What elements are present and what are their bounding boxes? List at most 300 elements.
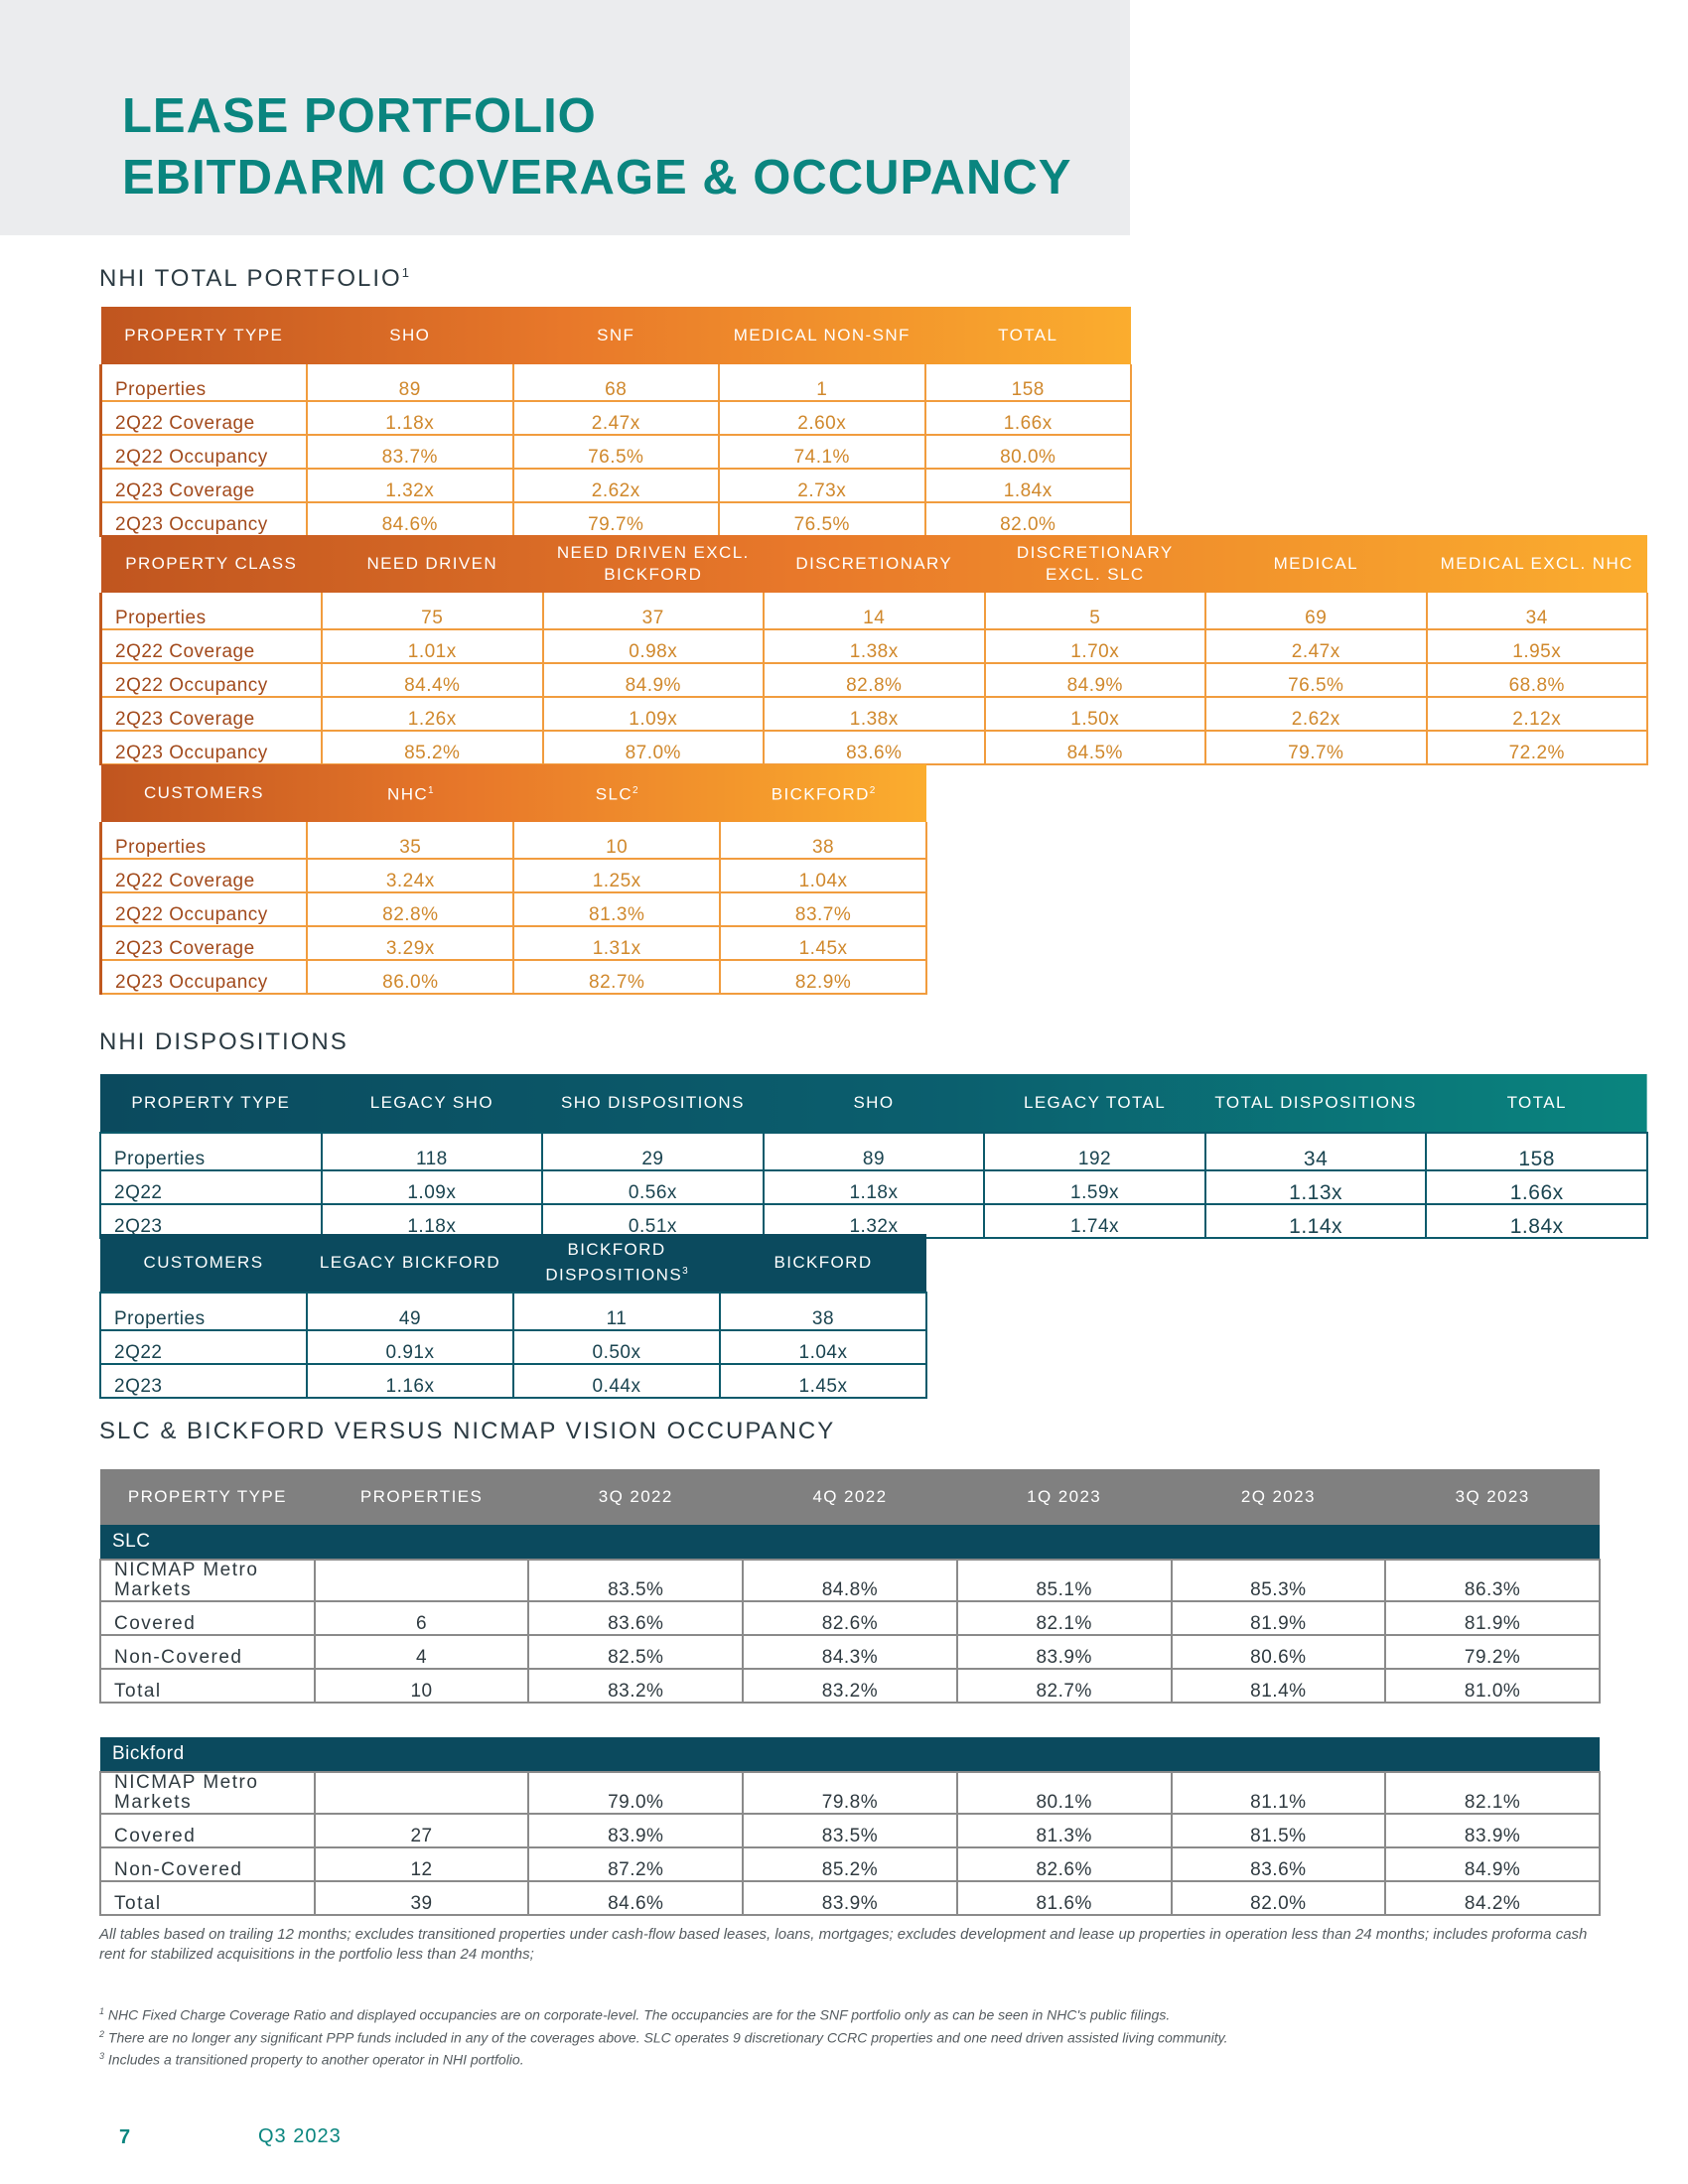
table-row [101, 435, 1132, 469]
table-cell: 2.12x [1427, 697, 1648, 731]
table-cell: 82.5% [528, 1635, 743, 1669]
table-cell: 2.47x [513, 401, 720, 435]
table-cell: 1.13x [1205, 1170, 1427, 1204]
table-row [100, 1881, 1600, 1915]
table-cell: 85.2% [322, 731, 543, 764]
table-cell: 1.04x [720, 859, 926, 892]
table-row [100, 1669, 1600, 1703]
dispositions-property-type-table [99, 1074, 1648, 1239]
row-label: 2Q23 Occupancy [101, 502, 308, 536]
column-header-label: DISCRETIONARY EXCL. SLC [1016, 543, 1174, 584]
table-cell: 75 [322, 593, 543, 629]
column-header-sho [764, 1074, 985, 1133]
row-label: 2Q23 Occupancy [101, 731, 323, 764]
row-label: 2Q22 [100, 1330, 307, 1364]
column-header-1q-2023: 1Q 2023 [957, 1469, 1172, 1525]
table-cell: 5 [985, 593, 1206, 629]
table-cell: 82.8% [764, 663, 985, 697]
table-body [101, 593, 1648, 764]
table-header [101, 307, 1132, 364]
table-cell: 83.2% [743, 1669, 957, 1703]
table-cell: 1.26x [322, 697, 543, 731]
column-header-legacy-sho [322, 1074, 543, 1133]
column-header-property-class [101, 535, 323, 593]
table-row [101, 502, 1132, 536]
table-cell: 1.50x [985, 697, 1206, 731]
page-title [122, 85, 1071, 208]
footnote-text: There are no longer any significant PPP funds included in any of the coverages above. SLC operates 9 discretionary CCRC properties and one need driven assisted living community. [107, 2029, 1228, 2046]
table-cell: 85.2% [743, 1847, 957, 1881]
table-cell: 34 [1427, 593, 1648, 629]
table-cell: 68 [513, 364, 720, 401]
table-cell: 82.0% [925, 502, 1132, 536]
page-number: 7 [119, 2126, 131, 2148]
column-header-label: CUSTOMERS [143, 1253, 264, 1272]
footnote-text: Includes a transitioned property to another operator in NHI portfolio. [107, 2051, 524, 2068]
column-header-property-type [100, 1074, 322, 1133]
header-row [101, 764, 927, 822]
table-row [101, 364, 1132, 401]
table-cell: 2.62x [1205, 697, 1427, 731]
column-header-slc [513, 764, 720, 822]
table-cell: 82.9% [720, 960, 926, 994]
table-row [101, 822, 927, 859]
total-portfolio-heading-text: NHI TOTAL PORTFOLIO [99, 265, 402, 292]
table-cell: 84.5% [985, 731, 1206, 764]
header-row [101, 535, 1648, 593]
table-cell: 1 [719, 364, 925, 401]
footnote-marker: 1 [99, 2006, 105, 2016]
table-cell: 84.3% [743, 1635, 957, 1669]
row-label: Covered [100, 1814, 315, 1847]
table-cell: 34 [1205, 1133, 1427, 1170]
table-row [101, 401, 1132, 435]
table-cell: 85.3% [1172, 1560, 1386, 1601]
table-cell: 1.45x [720, 926, 926, 960]
header-row [101, 307, 1132, 364]
column-header-label: LEGACY TOTAL [1023, 1093, 1167, 1112]
table-cell: 84.4% [322, 663, 543, 697]
row-label: 2Q23 Coverage [101, 926, 308, 960]
table-cell: 83.9% [528, 1814, 743, 1847]
column-header-customers [101, 764, 308, 822]
row-label: 2Q22 Coverage [101, 859, 308, 892]
table-cell: 74.1% [719, 435, 925, 469]
table-cell: 69 [1205, 593, 1427, 629]
table-row [101, 469, 1132, 502]
column-header-property-type: PROPERTY TYPE [100, 1469, 315, 1525]
table-row [100, 1814, 1600, 1847]
column-header-total-dispositions [1205, 1074, 1427, 1133]
column-header-legacy-bickford [307, 1234, 513, 1293]
row-label: Non-Covered [100, 1635, 315, 1669]
table-cell: 86.3% [1385, 1560, 1600, 1601]
column-header-label: SHO DISPOSITIONS [560, 1093, 745, 1112]
column-header-label: MEDICAL [1273, 554, 1358, 573]
table-cell: 2.47x [1205, 629, 1427, 663]
table-cell: 82.6% [743, 1601, 957, 1635]
table-cell: 84.9% [985, 663, 1206, 697]
table-body [101, 364, 1132, 536]
table-cell: 82.1% [1385, 1772, 1600, 1814]
row-label: Properties [101, 364, 308, 401]
column-header-label: BICKFORD [771, 784, 870, 804]
table-cell: 1.66x [1426, 1170, 1647, 1204]
table-cell: 83.6% [764, 731, 985, 764]
table-cell: 82.6% [957, 1847, 1172, 1881]
header-row [100, 1469, 1600, 1525]
table-cell: 81.3% [513, 892, 720, 926]
properties-cell [315, 1772, 529, 1814]
table-row [100, 1170, 1647, 1204]
row-label: Total [100, 1881, 315, 1915]
table-cell: 84.8% [743, 1560, 957, 1601]
footnote-marker: 1 [428, 785, 434, 797]
column-header-label: SNF [597, 326, 635, 344]
table-row [101, 859, 927, 892]
row-label: Properties [100, 1293, 307, 1330]
row-label: NICMAP Metro Markets [100, 1772, 315, 1814]
table-body [100, 1525, 1600, 1915]
row-label: Total [100, 1669, 315, 1703]
total-portfolio-heading-sup: 1 [401, 265, 409, 280]
table-cell: 84.9% [543, 663, 765, 697]
customers-table [99, 764, 927, 995]
table-row [100, 1601, 1600, 1635]
table-cell: 1.38x [764, 697, 985, 731]
table-cell: 158 [1426, 1133, 1647, 1170]
table-cell: 10 [513, 822, 720, 859]
table-cell: 37 [543, 593, 765, 629]
table-row [100, 1293, 926, 1330]
properties-cell: 39 [315, 1881, 529, 1915]
footnote [99, 2002, 1609, 2025]
column-header-label: BICKFORD [774, 1253, 873, 1272]
row-label: Covered [100, 1601, 315, 1635]
property-type-table [99, 307, 1132, 537]
table-header [100, 1074, 1647, 1133]
row-label: 2Q22 Coverage [101, 401, 308, 435]
column-header-label: BICKFORD DISPOSITIONS [545, 1240, 683, 1285]
column-header-label: NHC [387, 784, 429, 804]
table-row [100, 1772, 1600, 1814]
page-title-line2: EBITDARM COVERAGE & OCCUPANCY [122, 151, 1072, 205]
table-row [101, 960, 927, 994]
table-row [100, 1204, 1647, 1238]
column-header-need-driven [322, 535, 543, 593]
column-header-discretionary-excl-slc [985, 535, 1206, 593]
table-cell: 38 [720, 1293, 926, 1330]
table-cell: 82.0% [1172, 1881, 1386, 1915]
column-header-need-driven-excl-bickford [543, 535, 765, 593]
table-cell: 83.7% [307, 435, 513, 469]
table-cell: 1.66x [925, 401, 1132, 435]
table-cell: 81.4% [1172, 1669, 1386, 1703]
table-cell: 81.6% [957, 1881, 1172, 1915]
footnote-marker: 2 [869, 785, 876, 797]
table-cell: 0.56x [542, 1170, 764, 1204]
table-cell: 83.9% [1385, 1814, 1600, 1847]
table-cell: 1.18x [322, 1204, 543, 1238]
footnote-marker: 2 [633, 785, 638, 797]
column-header-label: MEDICAL EXCL. NHC [1440, 554, 1633, 573]
nicmap-occupancy-table [99, 1469, 1601, 1916]
table-header [101, 764, 927, 822]
column-header-label: SHO [389, 326, 431, 344]
table-cell: 2.60x [719, 401, 925, 435]
table-cell: 83.2% [528, 1669, 743, 1703]
column-header-label: TOTAL [1506, 1093, 1567, 1112]
group-band-bickford [100, 1737, 1600, 1772]
column-header-nhc [307, 764, 513, 822]
row-label: Properties [101, 822, 308, 859]
column-header-bickford [720, 1234, 926, 1293]
table-row [101, 926, 927, 960]
column-header-legacy-total [984, 1074, 1205, 1133]
table-cell: 89 [307, 364, 513, 401]
table-cell: 1.74x [984, 1204, 1205, 1238]
page-title-line1: LEASE PORTFOLIO [122, 89, 597, 143]
table-body [100, 1133, 1647, 1238]
group-band-slc [100, 1525, 1600, 1560]
column-header-label: SLC [595, 784, 633, 804]
section-heading-total-portfolio [99, 265, 409, 293]
table-row [101, 629, 1648, 663]
table-header [100, 1469, 1600, 1525]
table-cell: 1.01x [322, 629, 543, 663]
table-body [100, 1293, 926, 1398]
column-header-property-type [101, 307, 308, 364]
table-cell: 79.0% [528, 1772, 743, 1814]
table-cell: 79.2% [1385, 1635, 1600, 1669]
table-cell: 0.91x [307, 1330, 513, 1364]
table-cell: 81.0% [1385, 1669, 1600, 1703]
table-row [100, 1635, 1600, 1669]
table-cell: 1.31x [513, 926, 720, 960]
column-header-4q-2022: 4Q 2022 [743, 1469, 957, 1525]
table-cell: 29 [542, 1133, 764, 1170]
column-header-label: TOTAL DISPOSITIONS [1214, 1093, 1417, 1112]
header-row [100, 1074, 1647, 1133]
table-cell: 1.32x [307, 469, 513, 502]
table-cell: 81.9% [1172, 1601, 1386, 1635]
table-row [100, 1847, 1600, 1881]
group-spacer [100, 1703, 1600, 1737]
table-cell: 118 [322, 1133, 543, 1170]
column-header-label: NEED DRIVEN EXCL. BICKFORD [556, 543, 750, 584]
row-label: 2Q22 [100, 1170, 322, 1204]
row-label: 2Q23 [100, 1204, 322, 1238]
properties-cell: 27 [315, 1814, 529, 1847]
table-cell: 80.0% [925, 435, 1132, 469]
table-cell: 76.5% [1205, 663, 1427, 697]
table-cell: 84.2% [1385, 1881, 1600, 1915]
column-header-label: LEGACY BICKFORD [319, 1253, 501, 1272]
table-cell: 84.6% [307, 502, 513, 536]
column-header-sho-dispositions [542, 1074, 764, 1133]
properties-cell: 4 [315, 1635, 529, 1669]
table-cell: 1.95x [1427, 629, 1648, 663]
table-cell: 192 [984, 1133, 1205, 1170]
table-cell: 1.14x [1205, 1204, 1427, 1238]
table-cell: 1.32x [764, 1204, 985, 1238]
table-cell: 79.7% [513, 502, 720, 536]
column-header-label: DISCRETIONARY [795, 554, 953, 573]
table-cell: 1.70x [985, 629, 1206, 663]
properties-cell: 12 [315, 1847, 529, 1881]
row-label: 2Q23 Occupancy [101, 960, 308, 994]
footnote-marker: 3 [99, 2051, 105, 2062]
property-class-table [99, 535, 1648, 765]
table-cell: 1.59x [984, 1170, 1205, 1204]
column-header-discretionary [764, 535, 985, 593]
column-header-label: NEED DRIVEN [366, 554, 498, 573]
table-row [100, 1364, 926, 1398]
table-cell: 83.6% [1172, 1847, 1386, 1881]
table-row [101, 697, 1648, 731]
spacer-cell [100, 1703, 1600, 1737]
table-cell: 3.29x [307, 926, 513, 960]
table-body [101, 822, 927, 994]
table-cell: 82.8% [307, 892, 513, 926]
table-row [100, 1133, 1647, 1170]
table-cell: 76.5% [719, 502, 925, 536]
group-name: Bickford [100, 1737, 1600, 1772]
properties-cell [315, 1560, 529, 1601]
table-cell: 83.5% [743, 1814, 957, 1847]
table-cell: 2.62x [513, 469, 720, 502]
table-cell: 1.25x [513, 859, 720, 892]
table-cell: 82.7% [957, 1669, 1172, 1703]
column-header-label: SHO [853, 1093, 895, 1112]
table-cell: 82.1% [957, 1601, 1172, 1635]
table-cell: 81.5% [1172, 1814, 1386, 1847]
table-cell: 158 [925, 364, 1132, 401]
column-header-3q-2023: 3Q 2023 [1385, 1469, 1600, 1525]
table-header [100, 1234, 926, 1293]
table-cell: 0.98x [543, 629, 765, 663]
footnote-marker: 3 [682, 1266, 688, 1278]
dispositions-customers-table [99, 1234, 927, 1399]
table-cell: 1.84x [925, 469, 1132, 502]
column-header-label: PROPERTY TYPE [131, 1093, 291, 1112]
table-cell: 76.5% [513, 435, 720, 469]
table-cell: 80.1% [957, 1772, 1172, 1814]
footnote [99, 2025, 1609, 2048]
table-cell: 38 [720, 822, 926, 859]
column-header-snf [513, 307, 720, 364]
table-cell: 1.16x [307, 1364, 513, 1398]
table-row [101, 593, 1648, 629]
column-header-3q-2022: 3Q 2022 [528, 1469, 743, 1525]
row-label: NICMAP Metro Markets [100, 1560, 315, 1601]
group-name: SLC [100, 1525, 1600, 1560]
section-heading-dispositions: NHI DISPOSITIONS [99, 1028, 349, 1055]
row-label: 2Q22 Coverage [101, 629, 323, 663]
section-heading-nicmap: SLC & BICKFORD VERSUS NICMAP VISION OCCUPANCY [99, 1418, 836, 1444]
column-header-bickford-dispositions [513, 1234, 720, 1293]
table-cell: 79.7% [1205, 731, 1427, 764]
table-cell: 1.38x [764, 629, 985, 663]
table-cell: 79.8% [743, 1772, 957, 1814]
column-header-label: TOTAL [998, 326, 1058, 344]
table-cell: 81.9% [1385, 1601, 1600, 1635]
footer-quarter: Q3 2023 [258, 2125, 342, 2147]
table-cell: 14 [764, 593, 985, 629]
table-cell: 68.8% [1427, 663, 1648, 697]
footnote-text: NHC Fixed Charge Coverage Ratio and displayed occupancies are on corporate-level. The occupancies are for the SNF portfolio only as can be seen in NHC's public filings. [107, 2006, 1171, 2023]
table-cell: 86.0% [307, 960, 513, 994]
general-note: All tables based on trailing 12 months; excludes transitioned properties under cash-flow based leases, loans, mortgages; excludes development and lease up properties in operation less than 24 months; includes proforma cash rent for stabilized acquisitions in the portfolio less than 24 months; [99, 1926, 1588, 1963]
properties-cell: 10 [315, 1669, 529, 1703]
column-header-medical [1205, 535, 1427, 593]
header-row [100, 1234, 926, 1293]
row-label: Properties [100, 1133, 322, 1170]
table-cell: 83.9% [743, 1881, 957, 1915]
footnote [99, 2047, 1609, 2070]
table-cell: 0.51x [542, 1204, 764, 1238]
column-header-sho [307, 307, 513, 364]
table-cell: 89 [764, 1133, 985, 1170]
column-header-label: MEDICAL NON-SNF [733, 326, 911, 344]
row-label: 2Q23 Coverage [101, 697, 323, 731]
table-cell: 1.04x [720, 1330, 926, 1364]
table-cell: 80.6% [1172, 1635, 1386, 1669]
row-label: 2Q23 [100, 1364, 307, 1398]
table-cell: 83.9% [957, 1635, 1172, 1669]
table-row [101, 663, 1648, 697]
table-cell: 1.84x [1426, 1204, 1647, 1238]
column-header-customers [100, 1234, 307, 1293]
column-header-properties: PROPERTIES [315, 1469, 529, 1525]
table-row [100, 1560, 1600, 1601]
table-cell: 11 [513, 1293, 720, 1330]
column-header-label: PROPERTY CLASS [125, 554, 298, 573]
column-header-2q-2023: 2Q 2023 [1172, 1469, 1386, 1525]
table-cell: 84.6% [528, 1881, 743, 1915]
table-cell: 84.9% [1385, 1847, 1600, 1881]
table-cell: 83.5% [528, 1560, 743, 1601]
table-cell: 1.09x [322, 1170, 543, 1204]
column-header-label: PROPERTY TYPE [124, 326, 284, 344]
column-header-medical-excl-nhc [1427, 535, 1648, 593]
row-label: Non-Covered [100, 1847, 315, 1881]
column-header-bickford [720, 764, 926, 822]
row-label: 2Q23 Coverage [101, 469, 308, 502]
table-cell: 87.0% [543, 731, 765, 764]
table-cell: 1.18x [307, 401, 513, 435]
table-cell: 3.24x [307, 859, 513, 892]
table-cell: 0.44x [513, 1364, 720, 1398]
table-cell: 83.7% [720, 892, 926, 926]
table-cell: 49 [307, 1293, 513, 1330]
column-header-total [1426, 1074, 1647, 1133]
table-cell: 0.50x [513, 1330, 720, 1364]
table-row [101, 731, 1648, 764]
column-header-medical-non-snf [719, 307, 925, 364]
footnote-marker: 2 [99, 2028, 105, 2039]
table-cell: 83.6% [528, 1601, 743, 1635]
table-cell: 81.1% [1172, 1772, 1386, 1814]
table-cell: 35 [307, 822, 513, 859]
table-row [100, 1330, 926, 1364]
row-label: 2Q22 Occupancy [101, 892, 308, 926]
properties-cell: 6 [315, 1601, 529, 1635]
table-cell: 2.73x [719, 469, 925, 502]
table-cell: 81.3% [957, 1814, 1172, 1847]
table-cell: 72.2% [1427, 731, 1648, 764]
column-header-label: LEGACY SHO [369, 1093, 493, 1112]
